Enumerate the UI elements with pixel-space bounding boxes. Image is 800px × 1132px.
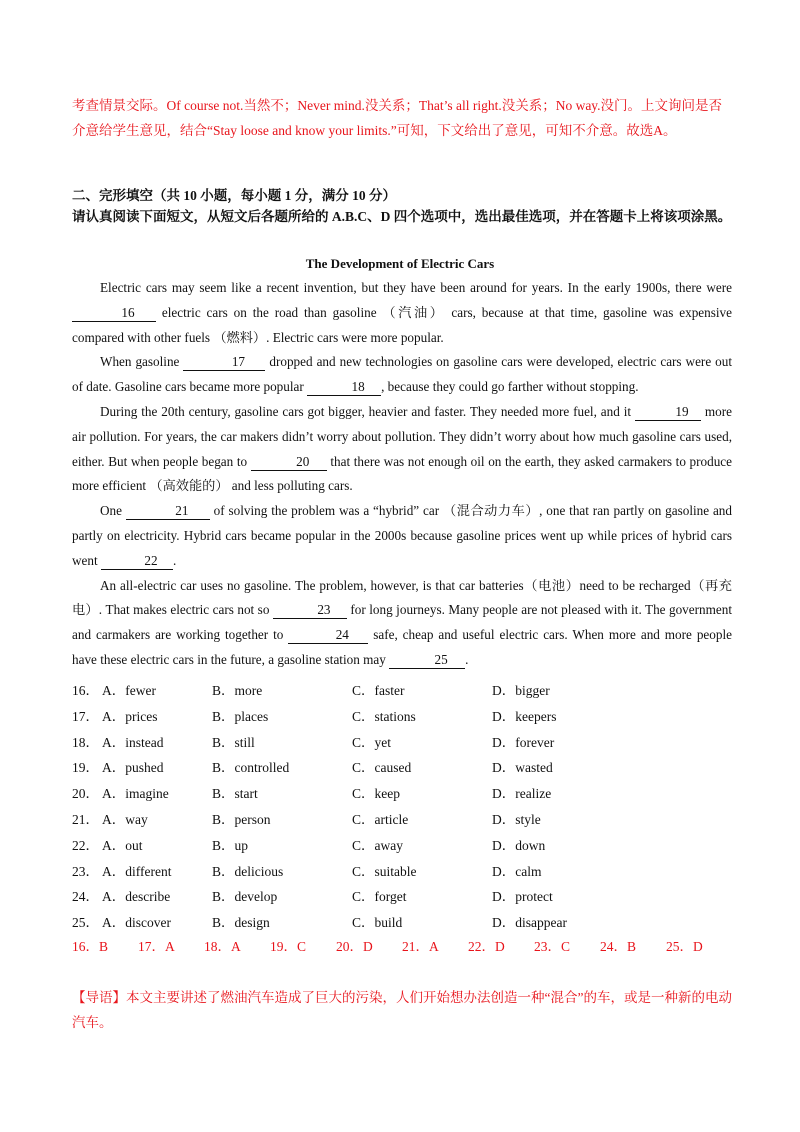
- answer-item: 19．C: [270, 939, 307, 954]
- answer-item: 17．A: [138, 939, 175, 954]
- question-number: 22．: [72, 837, 99, 853]
- passage-text: One: [100, 503, 126, 519]
- answer-item: 20．D: [336, 939, 373, 954]
- question-number: 24．: [72, 889, 99, 905]
- question-number: 23．: [72, 863, 99, 879]
- option-a: A．fewer: [102, 683, 156, 698]
- question-number: 25．: [72, 915, 99, 931]
- option-d: D．wasted: [492, 760, 553, 776]
- passage-paragraph: [72, 350, 732, 400]
- passage-text: An all-electric car uses no gasoline. The problem, however, is that car batteries（电池）need to be recharged（再充电）. That makes electric cars not so: [72, 577, 732, 618]
- option-b: B．still: [212, 734, 255, 750]
- option-a: A．prices: [102, 708, 158, 724]
- passage-text: During the 20th century, gasoline cars got bigger, heavier and faster. They needed more fuel, and it: [100, 403, 635, 419]
- passage-text: .: [465, 651, 469, 667]
- passage-body: [72, 276, 732, 673]
- option-b: B．more: [212, 683, 263, 698]
- option-c: C．build: [352, 915, 403, 931]
- answer-item: 25．D: [666, 939, 703, 954]
- option-c: C．yet: [352, 734, 391, 750]
- blank-17: 17: [183, 354, 265, 371]
- option-d: D．disappear: [492, 915, 567, 931]
- guide-label: 【导语】: [72, 990, 126, 1005]
- option-c: C．article: [352, 811, 409, 827]
- passage-title: The Development of Electric Cars: [305, 256, 495, 271]
- option-d: D．down: [492, 837, 546, 853]
- option-d: D．realize: [492, 786, 552, 802]
- section-instruction: 请认真阅读下面短文，从短文后各题所给的 A.B.C、D 四个选项中，选出最佳选项，并在答题卡上将该项涂黑。: [72, 209, 732, 224]
- answer-item: 23．C: [534, 939, 571, 954]
- option-a: A．way: [102, 811, 148, 827]
- passage-text: for long journeys. Many people are not pleased with it. The government and carmakers are working together to: [72, 602, 732, 643]
- section-heading: 二、完形填空（共 10 小题，每小题 1 分，满分 10 分）: [72, 188, 396, 203]
- answer-item: 18．A: [204, 939, 241, 954]
- option-b: B．start: [212, 786, 258, 802]
- passage-text: that there was not enough oil on the earth, they asked carmakers to produce more efficient （高效能的） and less polluting cars.: [72, 453, 733, 494]
- answer-item: 22．D: [468, 939, 505, 954]
- option-c: C．suitable: [352, 863, 417, 879]
- passage-text: electric cars on the road than gasoline （汽油） cars, because at that time, gasoline was expensive compared with other fuels （燃料）. Electric cars were more popular.: [72, 304, 732, 345]
- previous-answer-explanation: 考查情景交际。Of course not.当然不；Never mind.没关系；That’s all right.没关系；No way.没门。上文询问是否介意给学生意见，结合“Stay loose and know your limits.”可知，下文给出了意见，可知不介意。故选A。: [72, 98, 723, 138]
- option-c: C．faster: [352, 683, 405, 698]
- blank-21: 21: [126, 503, 210, 520]
- blank-16: 16: [72, 305, 156, 322]
- guide-text: 本文主要讲述了燃油汽车造成了巨大的污染，人们开始想办法创造一种“混合”的车，或是一种新的电动汽车。: [72, 990, 732, 1030]
- option-c: C．stations: [352, 708, 416, 724]
- passage-text: of solving the problem was a “hybrid” car （混合动力车）, one that ran partly on gasoline and partly on electricity. Hybrid cars became popular in the 2000s because gasoline prices went up while prices of hybrid cars went: [72, 503, 732, 568]
- option-d: D．protect: [492, 889, 553, 905]
- option-c: C．caused: [352, 760, 412, 776]
- question-number: 16．: [72, 683, 99, 698]
- option-b: B．up: [212, 837, 249, 853]
- blank-23: 23: [273, 602, 347, 619]
- blank-22: 22: [101, 553, 173, 570]
- passage-text: safe, cheap and useful electric cars. When more and more people have these electric cars in the future, a gasoline station may: [72, 627, 732, 667]
- option-b: B．design: [212, 915, 270, 931]
- option-c: C．forget: [352, 889, 407, 905]
- question-number: 17．: [72, 708, 99, 724]
- passage-text: , because they could go farther without stopping.: [381, 379, 639, 395]
- guide-paragraph: [72, 985, 732, 1035]
- passage-paragraph: [72, 574, 732, 673]
- passage-paragraph: [72, 400, 732, 499]
- passage-paragraph: [72, 499, 732, 573]
- answer-item: 24．B: [600, 939, 637, 954]
- section-header: [72, 185, 732, 227]
- option-d: D．keepers: [492, 708, 557, 724]
- blank-20: 20: [251, 454, 327, 471]
- passage-text: When gasoline: [100, 354, 184, 370]
- blank-24: 24: [288, 627, 368, 644]
- passage-text: Electric cars may seem like a recent invention, but they have been around for years. In the early 1900s, there were: [100, 280, 732, 295]
- option-d: D．calm: [492, 863, 542, 879]
- option-d: D．bigger: [492, 683, 550, 698]
- answer-item: 21．A: [402, 939, 439, 954]
- blank-18: 18: [307, 379, 381, 396]
- option-b: B．person: [212, 811, 271, 827]
- question-number: 19．: [72, 760, 99, 776]
- option-c: C．away: [352, 837, 403, 853]
- passage-text: .: [172, 552, 177, 568]
- option-a: A．instead: [102, 734, 164, 750]
- question-number: 20．: [72, 786, 99, 802]
- option-a: A．pushed: [102, 760, 164, 776]
- question-number: 18．: [72, 734, 99, 750]
- passage-paragraph: [72, 276, 732, 350]
- answer-item: 16．B: [72, 939, 109, 954]
- question-number: 21．: [72, 811, 99, 827]
- passage-text: more air pollution. For years, the car makers didn’t worry about pollution. They didn’t worry about how much gasoline cars used, either. But when people began to: [72, 403, 732, 469]
- blank-19: 19: [635, 404, 701, 421]
- option-d: D．style: [492, 811, 541, 827]
- option-a: A．different: [102, 863, 172, 879]
- option-a: A．describe: [102, 889, 171, 905]
- option-c: C．keep: [352, 786, 400, 802]
- passage-text: dropped and new technologies on gasoline cars were developed, electric cars were out of date. Gasoline cars became more popular: [72, 354, 733, 395]
- option-a: A．imagine: [102, 786, 169, 802]
- option-a: A．discover: [102, 915, 171, 931]
- option-a: A．out: [102, 837, 143, 853]
- option-b: B．controlled: [212, 760, 290, 776]
- option-b: B．develop: [212, 889, 278, 905]
- option-d: D．forever: [492, 734, 555, 750]
- option-b: B．delicious: [212, 863, 284, 879]
- blank-25: 25: [389, 652, 465, 669]
- option-b: B．places: [212, 708, 269, 724]
